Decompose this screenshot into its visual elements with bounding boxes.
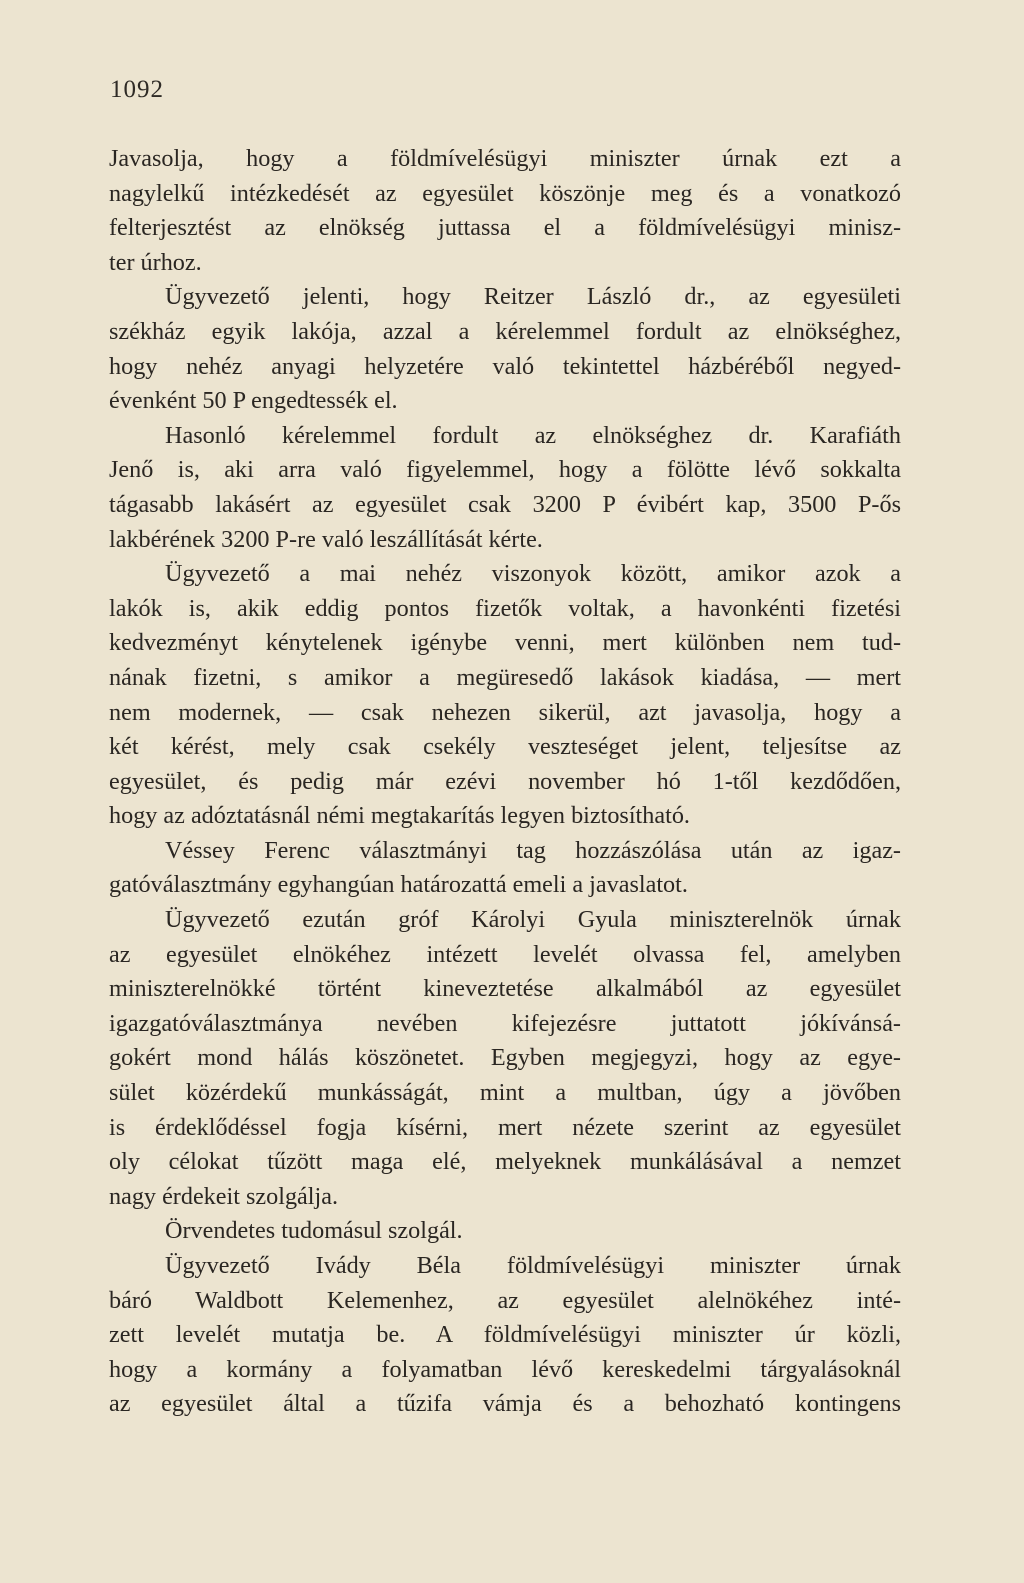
- text-line: hogy az adóztatásnál némi megtakarítás legyen biztosítható.: [109, 802, 690, 830]
- text-line: az egyesület elnökéhez intézett levelét olvassa fel, amelyben: [109, 940, 901, 968]
- paragraph: [109, 903, 901, 1214]
- text-line: Ügyvezető Ivády Béla földmívelésügyi miniszter úrnak: [165, 1252, 901, 1279]
- text-line: Véssey Ferenc választmányi tag hozzászólása után az igaz-: [165, 836, 901, 864]
- text-line: az egyesület által a tűzifa vámja és a behozható kontingens: [109, 1390, 901, 1418]
- text-line: hogy nehéz anyagi helyzetére való tekintettel házbéréből negyed-: [109, 352, 901, 380]
- text-line: is érdeklődéssel fogja kísérni, mert nézete szerint az egyesület: [109, 1113, 901, 1141]
- text-line: báró Waldbott Kelemenhez, az egyesület alelnökéhez inté-: [109, 1286, 901, 1314]
- paragraph: [109, 1249, 901, 1422]
- text-line: nagy érdekeit szolgálja.: [109, 1182, 339, 1210]
- text-line: hogy a kormány a folyamatban lévő kereskedelmi tárgyalásoknál: [109, 1355, 901, 1383]
- paragraph: [109, 142, 901, 280]
- paragraph: [109, 834, 901, 903]
- text-line: Hasonló kérelemmel fordult az elnökséghez dr. Karafiáth: [165, 421, 901, 449]
- text-line: felterjesztést az elnökség juttassa el a földmívelésügyi minisz-: [109, 214, 901, 242]
- text-line: gokért mond hálás köszönetet. Egyben megjegyzi, hogy az egye-: [109, 1044, 901, 1072]
- text-line: nának fizetni, s amikor a megüresedő lakások kiadása, — mert: [109, 663, 901, 691]
- text-line: oly célokat tűzött maga elé, melyeknek munkálásával a nemzet: [109, 1148, 901, 1176]
- text-line: Javasolja, hogy a földmívelésügyi miniszter úrnak ezt a: [109, 145, 901, 172]
- page-number: 1092: [110, 76, 164, 103]
- text-line: tágasabb lakásért az egyesület csak 3200 P évibért kap, 3500 P-ős: [109, 490, 901, 518]
- paragraph: [109, 419, 901, 557]
- text-line: sület közérdekű munkásságát, mint a multban, úgy a jövőben: [109, 1079, 901, 1107]
- text-line: évenként 50 P engedtessék el.: [109, 387, 398, 415]
- text-line: Örvendetes tudomásul szolgál.: [165, 1217, 463, 1245]
- text-line: lakók is, akik eddig pontos fizetők voltak, a havonkénti fizetési: [109, 594, 901, 622]
- text-line: Ügyvezető a mai nehéz viszonyok között, amikor azok a: [165, 560, 901, 588]
- text-line: Jenő is, aki arra való figyelemmel, hogy a fölötte lévő sokkalta: [109, 456, 901, 484]
- text-line: zett levelét mutatja be. A földmívelésügyi miniszter úr közli,: [109, 1321, 901, 1349]
- text-line: két kérést, mely csak csekély veszteséget jelent, teljesítse az: [109, 733, 901, 761]
- paragraph: [109, 1214, 901, 1249]
- body-text: [109, 142, 901, 1422]
- text-line: Ügyvezető jelenti, hogy Reitzer László dr., az egyesületi: [165, 283, 901, 311]
- text-line: egyesület, és pedig már ezévi november hó 1-től kezdődően,: [109, 767, 901, 795]
- text-line: miniszterelnökké történt kineveztetése alkalmából az egyesület: [109, 975, 901, 1003]
- text-line: nagylelkű intézkedését az egyesület köszönje meg és a vonatkozó: [109, 179, 901, 207]
- paragraph: [109, 280, 901, 418]
- text-line: lakbérének 3200 P-re való leszállítását kérte.: [109, 525, 543, 553]
- paragraph: [109, 557, 901, 834]
- text-line: Ügyvezető ezután gróf Károlyi Gyula miniszterelnök úrnak: [165, 906, 901, 934]
- text-line: kedvezményt kénytelenek igénybe venni, mert különben nem tud-: [109, 629, 901, 657]
- text-line: nem modernek, — csak nehezen sikerül, azt javasolja, hogy a: [109, 698, 901, 726]
- text-line: ter úrhoz.: [109, 248, 202, 276]
- text-line: gatóválasztmány egyhangúan határozattá emeli a javaslatot.: [109, 871, 688, 899]
- text-line: székház egyik lakója, azzal a kérelemmel fordult az elnökséghez,: [109, 317, 901, 345]
- text-line: igazgatóválasztmánya nevében kifejezésre juttatott jókívánsá-: [109, 1009, 901, 1037]
